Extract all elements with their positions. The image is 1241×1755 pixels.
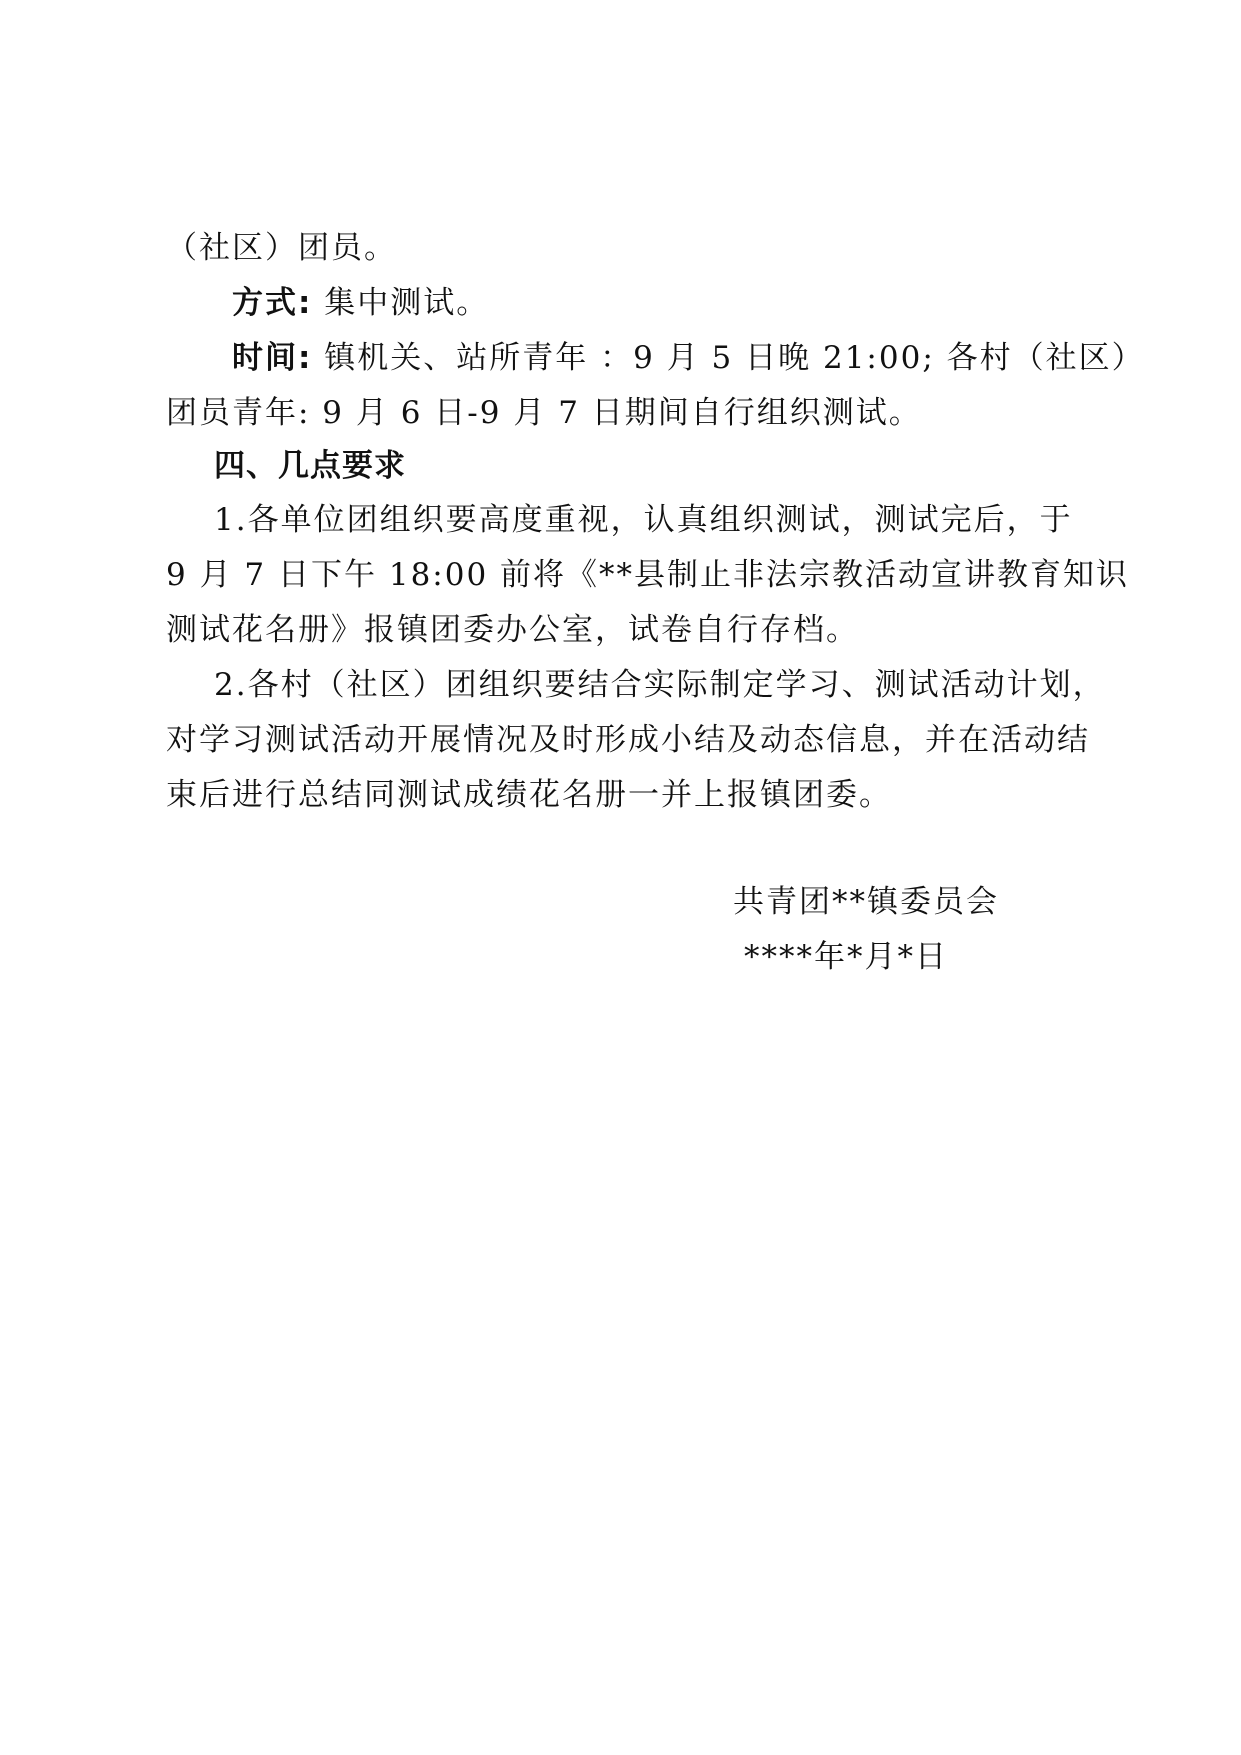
- requirement-1-line-1: 1.各单位团组织要高度重视，认真组织测试，测试完后，于: [214, 502, 1073, 538]
- requirement-2-line-1: 2.各村（社区）团组织要结合实际制定学习、测试活动计划，: [214, 667, 1106, 703]
- time-label: 时间:: [232, 340, 313, 376]
- method-text: 集中测试。: [324, 285, 490, 321]
- time-text-line-2: 团员青年: 9 月 6 日-9 月 7 日期间自行组织测试。: [166, 395, 922, 431]
- signature-date: ****年*月*日: [744, 939, 948, 975]
- requirement-1-line-2: 9 月 7 日下午 18:00 前将《**县制止非法宗教活动宣讲教育知识: [166, 557, 1130, 593]
- time-paragraph: [232, 338, 1145, 378]
- method-paragraph: [232, 283, 489, 323]
- time-text-line-1: 镇机关、站所青年 ：9 月 5 日晚 21:00; 各村（社区）: [324, 340, 1145, 376]
- requirement-2-line-3: 束后进行总结同测试成绩花名册一并上报镇团委。: [166, 777, 892, 813]
- section-heading: 四、几点要求: [214, 448, 406, 484]
- signature-organization: 共青团**镇委员会: [733, 884, 999, 920]
- requirement-1-line-3: 测试花名册》报镇团委办公室，试卷自行存档。: [166, 612, 859, 648]
- requirement-2-line-2: 对学习测试活动开展情况及时形成小结及动态信息，并在活动结: [166, 722, 1090, 758]
- method-label: 方式:: [232, 285, 313, 321]
- paragraph-continuation: （社区）团员。: [166, 230, 397, 266]
